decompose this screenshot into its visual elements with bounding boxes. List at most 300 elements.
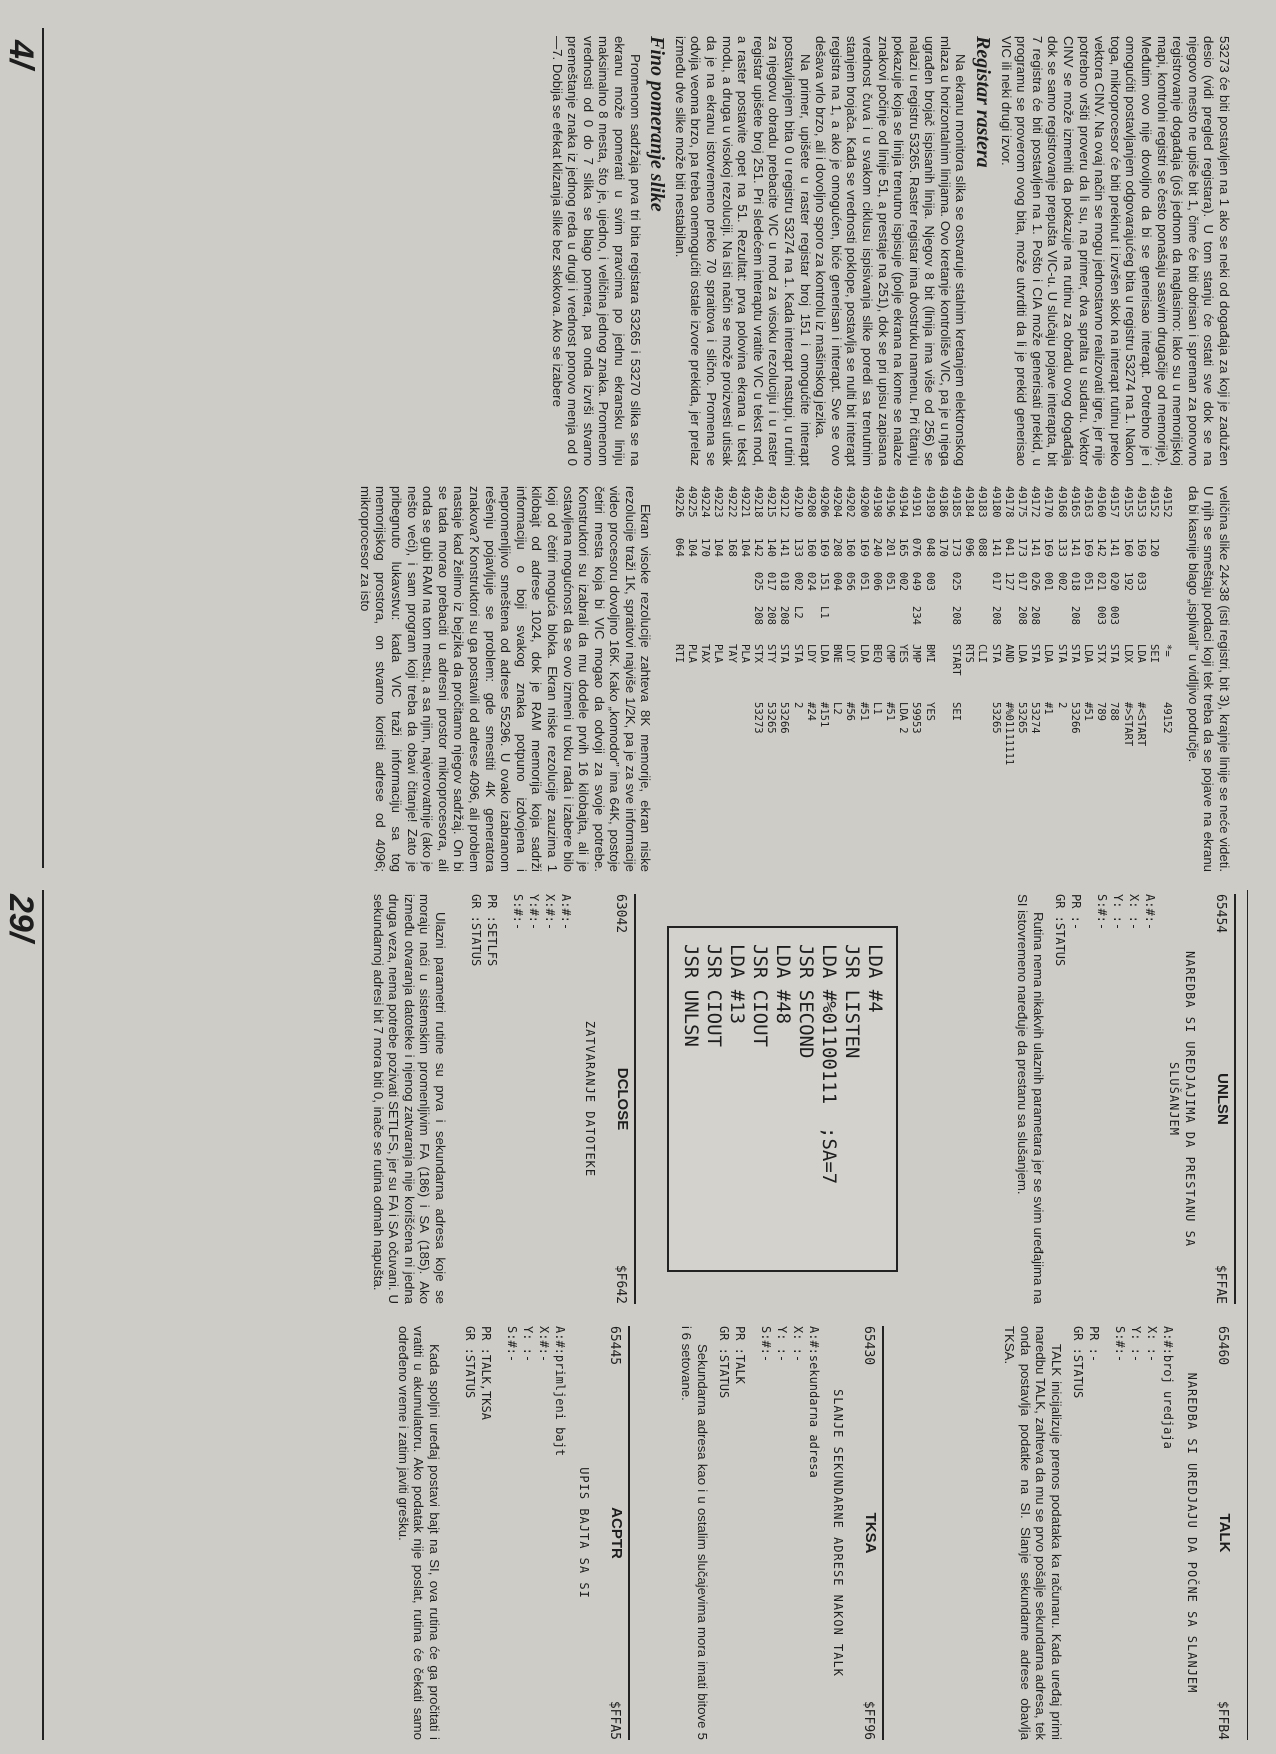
listing-cell: AND [1002,644,1015,663]
routine-description: UPIS BAJTA SA SI [577,1467,591,1599]
error-line: GR :STATUS [717,1326,731,1399]
register-line: X: :- [1127,894,1141,931]
listing-cell [896,742,909,852]
listing-line [724,486,737,872]
listing-cell [738,572,751,606]
listing-cell: RTS [963,644,976,663]
listing-cell: 49191 [910,486,923,518]
listing-line [711,486,724,872]
listing-cell: 49157 [1108,486,1121,518]
listing-cell: YES [923,702,936,721]
listing-cell: 173 [1015,538,1028,557]
listing-cell: 160 [844,538,857,557]
routine-tksa [673,1326,884,1740]
listing-cell: PLA [685,644,698,663]
listing-cell: 140 [765,538,778,557]
listing-cell: 49186 [936,486,949,518]
register-line: S:#:- [1113,1326,1127,1363]
listing-cell: #%01111111 [1002,702,1015,766]
listing-cell: 104 [685,538,698,557]
footer-rule [42,890,44,1740]
listing-line [949,486,962,872]
listing-cell [1147,702,1160,742]
listing-cell [962,606,975,644]
register-line: Y:#:- [527,894,541,931]
listing-cell: #<START [1134,702,1147,747]
listing-cell: 49152 [1161,702,1174,734]
left-column-1 [549,36,1232,466]
routine-vector: $FFA5 [607,1700,622,1740]
listing-cell: LDA [857,644,870,663]
listing-cell: 051 [857,572,870,591]
listing-cell [724,572,737,606]
listing-cell [1160,572,1173,606]
listing-cell: 064 [672,538,685,557]
listing-cell: LDY [844,644,857,663]
listing-cell [1028,742,1041,852]
listing-cell: 53265 [1015,702,1028,734]
listing-cell: 49152 [1148,486,1161,518]
routine-description: SLANJE SEKUNDARNE ADRESE NAKON TALK [831,1389,845,1677]
listing-cell: 240 [870,538,883,557]
listing-cell: 018 [1068,572,1081,591]
listing-cell [936,742,949,852]
listing-line [1028,486,1041,872]
listing-cell [922,606,935,644]
listing-cell: STA [1108,644,1121,663]
listing-cell: 169 [817,538,830,557]
listing-cell: RTI [672,644,685,663]
listing-cell [1134,606,1147,644]
routine-name: TALK [1216,1513,1233,1553]
listing-line [751,486,764,872]
listing-cell: 041 [1002,538,1015,557]
listing-cell: 49223 [712,486,725,518]
routine-name: ACPTR [608,1507,625,1559]
listing-cell: 49172 [1029,486,1042,518]
listing-cell [1081,742,1094,852]
listing-cell: 789 [1095,702,1108,721]
listing-cell: 53273 [751,702,764,734]
listing-cell: 127 [1002,572,1015,591]
listing-cell: 2 [791,702,804,709]
listing-cell: 002 [1055,572,1068,591]
listing-cell [1134,742,1147,852]
register-line: Y: :- [1111,894,1125,931]
listing-cell: 003 [1095,606,1108,625]
listing-cell: 208 [778,606,791,625]
listing-cell [698,742,711,852]
example-code-box [667,926,898,1272]
listing-cell [870,742,883,852]
listing-cell: 53266 [1068,702,1081,734]
listing-cell [883,606,896,644]
listing-cell: JMP [910,644,923,663]
routine-vector: $FFB4 [1215,1700,1230,1740]
listing-cell: *= [1161,644,1174,657]
listing-line [738,486,751,872]
routine-address: 65460 [1215,1326,1230,1366]
error-line: GR :STATUS [1053,894,1067,967]
listing-line [1120,486,1133,872]
listing-cell: 141 [1068,538,1081,557]
listing-cell: 49225 [685,486,698,518]
listing-cell: 192 [1121,572,1134,591]
listing-cell: 025 [949,572,962,591]
listing-cell [1015,742,1028,852]
listing-cell: 53274 [1029,702,1042,734]
listing-cell: 49222 [725,486,738,518]
listing-cell [1094,742,1107,852]
routine-address: 65430 [861,1326,876,1366]
listing-cell [975,572,988,606]
listing-cell: 141 [1029,538,1042,557]
listing-cell: 151 [817,572,830,591]
listing-cell [896,606,909,644]
listing-cell: #51 [857,702,870,721]
listing-line [777,486,790,872]
listing-line [870,486,883,872]
listing-cell: 076 [910,538,923,557]
listing-cell: 088 [976,538,989,557]
listing-cell: 208 [831,538,844,557]
listing-cell: LDA [817,644,830,663]
register-line: S:#:- [505,1326,519,1363]
listing-cell: 49168 [1055,486,1068,518]
listing-cell: 104 [712,538,725,557]
listing-cell: 017 [1015,572,1028,591]
listing-cell [975,742,988,852]
listing-cell: BEQ [870,644,883,663]
paragraph: Rutina nema nikakvih ulaznih parametara jer se svim uređajima na SI istovremeno naređuje da prestanu sa slušanjem. [1015,894,1046,1304]
listing-cell [936,702,949,742]
listing-cell: 141 [778,538,791,557]
listing-cell: CMP [883,644,896,663]
listing-cell [1081,606,1094,644]
listing-cell: STA [989,644,1002,663]
listing-cell [1160,538,1173,572]
listing-cell [843,742,856,852]
listing-line [896,486,909,872]
listing-cell [724,702,737,742]
listing-cell [1054,742,1067,852]
listing-cell: 056 [844,572,857,591]
listing-cell: 49152 [1161,486,1174,518]
section-heading-raster: Registar rastera [972,36,995,168]
listing-cell: 051 [1082,572,1094,591]
error-line: GR :STATUS [463,1326,477,1399]
listing-cell [1147,572,1160,606]
paragraph: 53273 će biti postavljen na 1 ako se neki od događaja za koji je zadužen desio (vidi pregled registara). U tom stanju će ostati sve dok se na njegovo mesto ne upiše bit 1, čime će biti obrisan i spreman za ponovno registrovanje događaja (još jednom da naglasimo: lako su u memorijskoj mapi, kontrolni registri se često ponašaju sasvim drugačije od memorije). Međutim ovo nije dovoljno da bi se generisao interapt. Potrebno je i omogućiti postavljanjem odgovarajućeg bita u registru 53274 na 1. Nakon toga, mikroprocesor će biti prekinut i izvršen skok na interapt rutinu preko vektora CINV. Na ovaj način se mogu jednostavno realizovati igre, jer nije potrebno vršiti proveru da li su, na primer, dva spralta u sudaru. Vektor CINV se može izmeniti da pokazuje na rutinu za obradu ovog događaja dok se samo registrovanje prepušta VIC-u. U slučaju pojave interapta, bit 7 registra će biti postavljen na 1. Pošto i CIA može generisati prekid, u programu se proverom ovog bita, može utvrditi da li je prekid generisao VIC ili neki drugi izvor. [998,36,1232,466]
code-line: JSR CIOUT [703,944,725,1047]
listing-line [685,486,698,872]
listing-cell: LDA 2 [897,702,910,734]
paragraph: Kada spoljni uređaj postavi bajt na SI, ova rutina će ga pročitati i vratiti u akumulatoru. Ako podatak nije poslat, rutina će čekati samo određeno vreme i zatim javiti grešku. [395,1326,442,1740]
register-line: A:#:- [1143,894,1157,931]
listing-cell: 53265 [989,702,1002,734]
listing-cell [949,742,962,852]
preparation-line: PR :SETLFS [485,894,499,967]
listing-cell: 142 [751,538,764,557]
listing-cell [698,606,711,644]
preparation-line: PR :TALK,TKSA [479,1326,493,1420]
listing-cell: 002 [791,572,804,591]
register-line: Y: :- [1129,1326,1143,1363]
listing-cell: #1 [1042,702,1055,715]
routine-name: UNLSN [1214,1073,1231,1125]
routine-description [1166,894,1198,1304]
listing-line [909,486,922,872]
listing-cell: PLA [738,644,751,663]
listing-cell: SEI [1148,644,1161,663]
listing-cell [672,742,685,852]
routine-description: ZATVARANJE DATOTEKE [583,1020,597,1178]
listing-cell: 001 [1042,572,1055,591]
listing-cell: 096 [963,538,976,557]
error-line: GR :STATUS [1071,1326,1085,1399]
code-line: LDA #%01100111 ;SA=7 [818,944,840,1185]
listing-cell [738,702,751,742]
code-line: JSR CIOUT [749,944,771,1047]
listing-cell: 208 [765,606,778,625]
listing-cell: 49224 [699,486,712,518]
listing-cell: 49165 [1068,486,1081,518]
listing-cell [1147,606,1160,644]
listing-line [1081,486,1094,872]
listing-cell: 051 [883,572,896,591]
listing-cell [883,742,896,852]
register-line: A:#:broj uredjaja [1161,1326,1175,1449]
register-line: X: :- [1145,1326,1159,1363]
header-rule [1247,890,1248,1740]
page-number: 29/ [2,894,40,942]
listing-cell: 2 [1055,702,1068,709]
section-heading-fino: Fino pomeranje slike [646,36,669,212]
listing-cell [711,572,724,606]
description-line: NAREDBA SI UREDJAJIMA DA PRESTANU SA [1183,950,1197,1248]
routine-address: 65445 [607,1326,622,1366]
listing-line [962,486,975,872]
listing-cell: 234 [910,606,923,625]
listing-cell: LDY [804,644,817,663]
listing-cell: STX [1095,644,1108,663]
listing-cell [1002,742,1015,852]
routine-description: NAREDBA SI UREDJAJU DA POČNE SA SLANJEM [1185,1372,1199,1694]
listing-cell: 49183 [976,486,989,518]
listing-cell: LDA [1082,644,1094,663]
listing-cell: 169 [857,538,870,557]
code-line: LDA #13 [726,944,748,1025]
listing-line [856,486,869,872]
listing-cell: STX [751,644,764,663]
listing-cell: 169 [1042,538,1055,557]
register-line: S:#:- [759,1326,773,1363]
code-line: LDA #48 [772,944,794,1025]
listing-cell [685,702,698,742]
register-line: S:#:- [511,894,525,931]
listing-line [936,486,949,872]
listing-cell: 169 [1134,538,1147,557]
listing-line [1068,486,1081,872]
listing-line [830,486,843,872]
listing-cell: STY [765,644,778,663]
listing-cell: 120 [1148,538,1161,557]
routine-unlsn [1009,894,1236,1304]
listing-cell: 021 [1095,572,1108,591]
register-line: S:#:- [1095,894,1109,931]
listing-line [1107,486,1120,872]
listing-cell: 49210 [791,486,804,518]
listing-cell: L2 [791,606,804,619]
listing-cell [738,742,751,852]
register-line: Y: :- [521,1326,535,1363]
listing-cell: 160 [804,538,817,557]
listing-cell [1120,742,1133,852]
listing-line [764,486,777,872]
listing-cell [1068,742,1081,852]
left-column-2 [357,486,1232,872]
listing-cell [962,702,975,742]
listing-cell [936,572,949,606]
paragraph: TALK inicijalizuje prenos podataka ka računaru. Kada uređaj primi naredbu TALK, zahteva da mu se prvo pošalje sekundarna adresa, tek onda postavlja podatke na SI. Slanje sekundarne adrese obavlja TKSA. [1002,1326,1064,1740]
listing-cell: 49163 [1082,486,1094,518]
listing-cell [751,742,764,852]
listing-line [698,486,711,872]
listing-line [1041,486,1054,872]
register-line: X: :- [791,1326,805,1363]
listing-cell [856,742,869,852]
paragraph: Ulazni parametri rutine su prva i sekundarna adresa koje se moraju naći u sistemskim promenljivim FA (186) i SA (185). Ako između otvaranja datoteke i njenog zatvaranja nije korišćena ni jedna druga veza, nema potrebe pozivati SETLFS, jer su FA i SA očuvani. U sekundarnoj adresi bit 7 mora biti 0, inače se rutina odmah napušta. [370,894,448,1304]
listing-cell [804,606,817,644]
paragraph: Na ekranu monitora slika se ostvaruje stalnim kretanjem elektronskog mlaza u horizontalnim linijama. Ovo kretanje kontroliše VIC, pa je u njega ugrađen brojač ispisanih linija. Njegov 8 bit (linija ima više od 256) se nalazi u registru 53265. Raster registar ima dvostruku namenu. Pri čitanju pokazuje koja se linija trenutno ispisuje (polje ekrana na kome se nalaze znakovi počinje od linije 51, a prestaje na 251), dok se pri upisu zapisana vrednost čuva i u svakom ciklusu ispisivanja slike poredi sa trenutnim stanjem brojača. Kada se vrednosti poklope, postavlja se nulti bit interapt registra na 1, a ako je omogućen, biće generisan i interapt. Sve se ovo dešava vrlo brzo, ali i dovoljno sporo za kontrolu iz mašinskog jezika. [813,36,969,466]
listing-cell: 165 [897,538,910,557]
listing-cell: BMI [923,644,936,663]
routine-name: TKSA [862,1512,879,1554]
listing-cell: STA [1055,644,1068,663]
listing-cell: #56 [844,702,857,721]
listing-cell: 004 [831,572,844,591]
listing-cell: 104 [738,538,751,557]
listing-cell: STA [791,644,804,663]
listing-cell: 006 [870,572,883,591]
listing-line [817,486,830,872]
listing-cell: 49175 [1015,486,1028,518]
right-page [0,880,1276,1754]
listing-cell [672,702,685,742]
listing-cell: TAX [699,644,712,663]
listing-cell [1107,742,1120,852]
listing-cell: 49178 [1002,486,1015,518]
listing-cell: 049 [910,572,923,591]
listing-cell: 025 [751,572,764,591]
listing-line [843,486,856,872]
listing-cell [830,742,843,852]
listing-line [975,486,988,872]
code-line: JSR UNLSN [680,944,702,1047]
listing-cell: 49185 [949,486,962,518]
listing-cell [856,606,869,644]
code-line: JSR LISTEN [841,944,863,1059]
listing-cell: LDA [1042,644,1055,663]
listing-line [790,486,803,872]
register-line: A:#:sekundarna adresa [807,1326,821,1478]
paragraph: Na primer, upišete u raster registar broj 151 i omogućite interapt postavljanjem bita 0 u registru 53274 na 1. Kada interapt nastupi, u rutini za njegovu obradu prebacite VIC u mod za visoku rezoluciju i u raster registar upišete broj 251. Pri sledećem interaptu vratite VIC u tekst mod, a raster postavite opet na 51. Rezultat: prva polovina ekrana u tekst modu, a druga u visokoj rezoluciji. Na isti način se može proizvesti utisak da je na ekranu istovremeno preko 70 spraitova i slično. Promena se odvija veoma brzo, pa treba onemogućiti ostale izvore prekida, jer prelaz između dve slike može biti nestabilan. [672,36,813,466]
listing-cell [777,742,790,852]
paragraph: Ekran visoke rezolucije zahteva 8K memorije, ekran niske rezolucije traži 1K, spraitovi najviše 1/2K, pa je za sve informacije video procesoru dovoljno 16K. Kako „komodor” ima 64K, postoje četiri mesta koja bi VIC mogao da odvoji za svoje potrebe. Konstruktori su izabrali da mu dodele prvih 16 kilobajta, ali je ostavljena mogućnost da se ovo izmeni u toku rada i izabere bilo koji od četiri moguća bloka. Ekran niske rezolucije zauzima 1 kilobajt od adrese 1024, dok je RAM memorija koja sadrži informaciju o boji svakog znaka potpuno izdvojena i nepromenljivo smeštena od adrese 55296. U ovako izabranom rešenju pojavljuje se problem: gde smestiti 4K generatora znakova? Konstruktori su ga postavili od adrese 4096, ali problem nastaje kad želimo iz bejzika da pročitamo njegov sadržaj. On bi se tada morao prebaciti u adresni prostor mikroprocesora, ali onda se gubi RAM na tom mestu, a sa njim, najverovatnije (ako je nešto veći), i sam program koji treba da obavi čitanje! Zato je pribegnuto lukavstvu: kada VIC traži informaciju sa tog memorijskog prostora, on stvarno koristi adrese od 4096; mikroprocesor za isto [357,486,654,872]
listing-cell [962,572,975,606]
listing-cell [1160,606,1173,644]
listing-cell [672,572,685,606]
listing-cell: 024 [804,572,817,591]
listing-cell [1160,742,1173,852]
listing-cell: 53265 [765,702,778,734]
listing-cell: #>START [1121,702,1134,747]
listing-cell [698,702,711,742]
listing-cell: L1 [870,702,883,715]
listing-cell: 49198 [870,486,883,518]
register-line: A:#:primljeni bajt [553,1326,567,1457]
listing-cell: STA [1068,644,1081,663]
preparation-line: PR :TALK [733,1326,747,1384]
listing-cell [685,572,698,606]
listing-cell [711,606,724,644]
routine-talk [996,1326,1236,1740]
listing-cell: 141 [1108,538,1121,557]
error-line: GR :STATUS [469,894,483,967]
listing-cell: 49221 [738,486,751,518]
listing-cell: BNE [831,644,844,663]
routine-vector: $F642 [613,1264,628,1304]
listing-cell: 49180 [989,486,1002,518]
listing-cell [975,606,988,644]
listing-cell: 170 [699,538,712,557]
routine-vector: $FF96 [861,1700,876,1740]
listing-cell: 169 [1082,538,1094,557]
listing-cell: LDX [1121,644,1134,663]
listing-cell: STA [1029,644,1042,663]
listing-line [804,486,817,872]
listing-cell: 49204 [831,486,844,518]
listing-cell [1147,742,1160,852]
listing-cell: LDA [1134,644,1147,663]
listing-line [1054,486,1067,872]
listing-cell: 49189 [923,486,936,518]
listing-cell: 49200 [857,486,870,518]
listing-cell: 49160 [1095,486,1108,518]
paragraph: Promenom sadržaja prva tri bita registara 53265 i 53270 slika se na ekranu može pomerati u svim pravcima po jednu ekransku liniju maksimalno 8 mesta, što je, ujedno, i veličina jednog znaka. Promenom vrednosti od 0 do 7 slika se blago pomera, pa onda izvrši stvarno premeštanje znaka iz jednog reda u drugi i vrednost ponovo menja od 0—7. Dobija se efekat klizanja slike bez skokova. Ako se izabere [549,36,643,466]
listing-line [672,486,685,872]
listing-cell [724,606,737,644]
listing-cell: 173 [949,538,962,557]
paragraph: veličina slike 24×38 (isti registri, bit 3), krajnje linije se neće videti. U njih se smeštaju podaci koji tek treba da se pojave na ekranu da bi kasnije blago „isplivali” u vidljivo područje. [1185,486,1232,872]
listing-line [883,486,896,872]
listing-cell: 133 [791,538,804,557]
listing-cell [975,702,988,742]
listing-cell: 002 [897,572,910,591]
paragraph: Sekundarna adresa kao i u ostalim slučajevima mora imati bitove 5 i 6 setovane. [679,1326,710,1740]
listing-cell [1041,742,1054,852]
listing-cell [804,742,817,852]
listing-cell: 048 [923,538,936,557]
listing-cell: 59953 [910,702,923,734]
register-line: X:#:- [543,894,557,931]
listing-cell: 003 [923,572,936,591]
listing-cell: 142 [1095,538,1108,557]
listing-cell: 49215 [765,486,778,518]
listing-cell: 017 [765,572,778,591]
listing-cell [711,702,724,742]
listing-cell [909,742,922,852]
